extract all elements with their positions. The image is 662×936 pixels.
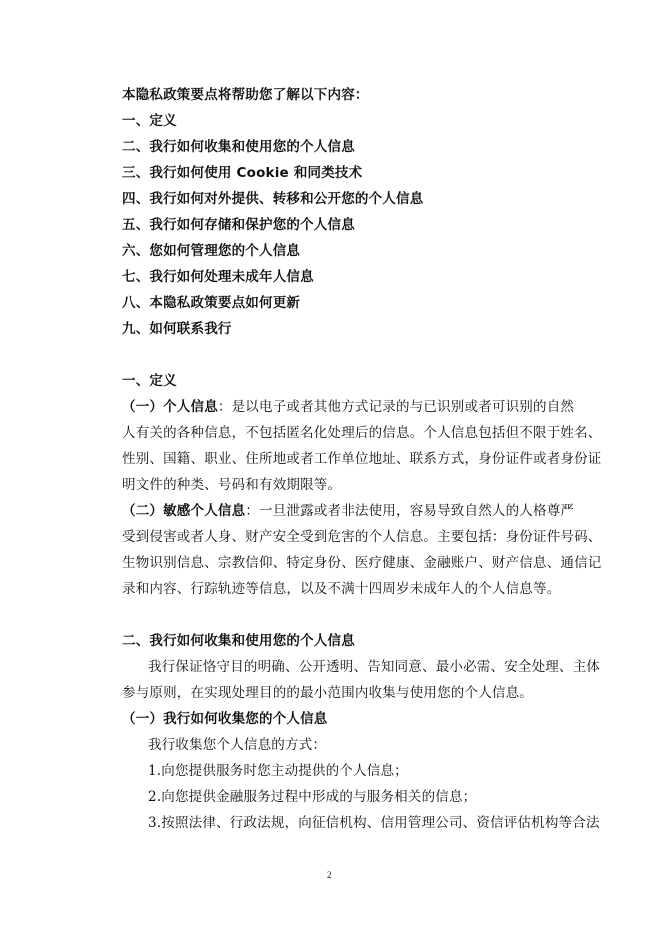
list-item: 1.向您提供服务时您主动提供的个人信息； bbox=[148, 763, 408, 779]
definition-term: （二）敏感个人信息 bbox=[122, 503, 246, 519]
paragraph-line: 我行收集您个人信息的方式： bbox=[148, 737, 327, 753]
paragraph-line: 录和内容、行踪轨迹等信息，以及不满十四周岁未成年人的个人信息等。 bbox=[122, 581, 561, 597]
toc-item: 一、定义 bbox=[122, 113, 177, 129]
toc-item: 九、如何联系我行 bbox=[122, 321, 232, 337]
toc-item: 七、我行如何处理未成年人信息 bbox=[122, 269, 314, 285]
paragraph-line: 我行保证恪守目的明确、公开透明、告知同意、最小必需、安全处理、主体 bbox=[148, 659, 601, 675]
definition-text: ：是以电子或者其他方式记录的与已识别或者可识别的自然 bbox=[217, 399, 575, 415]
paragraph-line: 受到侵害或者人身、财产安全受到危害的个人信息。主要包括：身份证件号码、 bbox=[122, 529, 602, 545]
definition-term: （一）个人信息 bbox=[122, 399, 218, 415]
toc-item: 八、本隐私政策要点如何更新 bbox=[122, 295, 301, 311]
paragraph-line: 性别、国籍、职业、住所地或者工作单位地址、联系方式，身份证件或者身份证 bbox=[122, 451, 602, 467]
subsection-heading: （一）我行如何收集您的个人信息 bbox=[122, 711, 328, 727]
toc-item: 六、您如何管理您的个人信息 bbox=[122, 243, 301, 259]
definition-paragraph-1 bbox=[122, 398, 574, 416]
paragraph-line: 明文件的种类、号码和有效期限等。 bbox=[122, 477, 342, 493]
toc-item: 五、我行如何存储和保护您的个人信息 bbox=[122, 217, 355, 233]
paragraph-line: 参与原则，在实现处理目的的最小范围内收集与使用您的个人信息。 bbox=[122, 685, 533, 701]
definition-text: ：一旦泄露或者非法使用，容易导致自然人的人格尊严 bbox=[245, 503, 575, 519]
toc-item: 二、我行如何收集和使用您的个人信息 bbox=[122, 139, 355, 155]
intro-heading: 本隐私政策要点将帮助您了解以下内容： bbox=[122, 87, 369, 103]
section-heading-definitions: 一、定义 bbox=[122, 373, 177, 389]
page-number: 2 bbox=[327, 870, 332, 880]
toc-item: 三、我行如何使用 Cookie 和同类技术 bbox=[122, 165, 363, 181]
paragraph-line: 生物识别信息、宗教信仰、特定身份、医疗健康、金融账户、财产信息、通信记 bbox=[122, 555, 602, 571]
list-item: 2.向您提供金融服务过程中形成的与服务相关的信息； bbox=[148, 789, 477, 805]
toc-item: 四、我行如何对外提供、转移和公开您的个人信息 bbox=[122, 191, 424, 207]
definition-paragraph-2 bbox=[122, 502, 574, 520]
section-heading-collection: 二、我行如何收集和使用您的个人信息 bbox=[122, 633, 355, 649]
paragraph-line: 人有关的各种信息，不包括匿名化处理后的信息。个人信息包括但不限于姓名、 bbox=[122, 425, 602, 441]
list-item: 3.按照法律、行政法规，向征信机构、信用管理公司、资信评估机构等合法 bbox=[148, 815, 600, 831]
